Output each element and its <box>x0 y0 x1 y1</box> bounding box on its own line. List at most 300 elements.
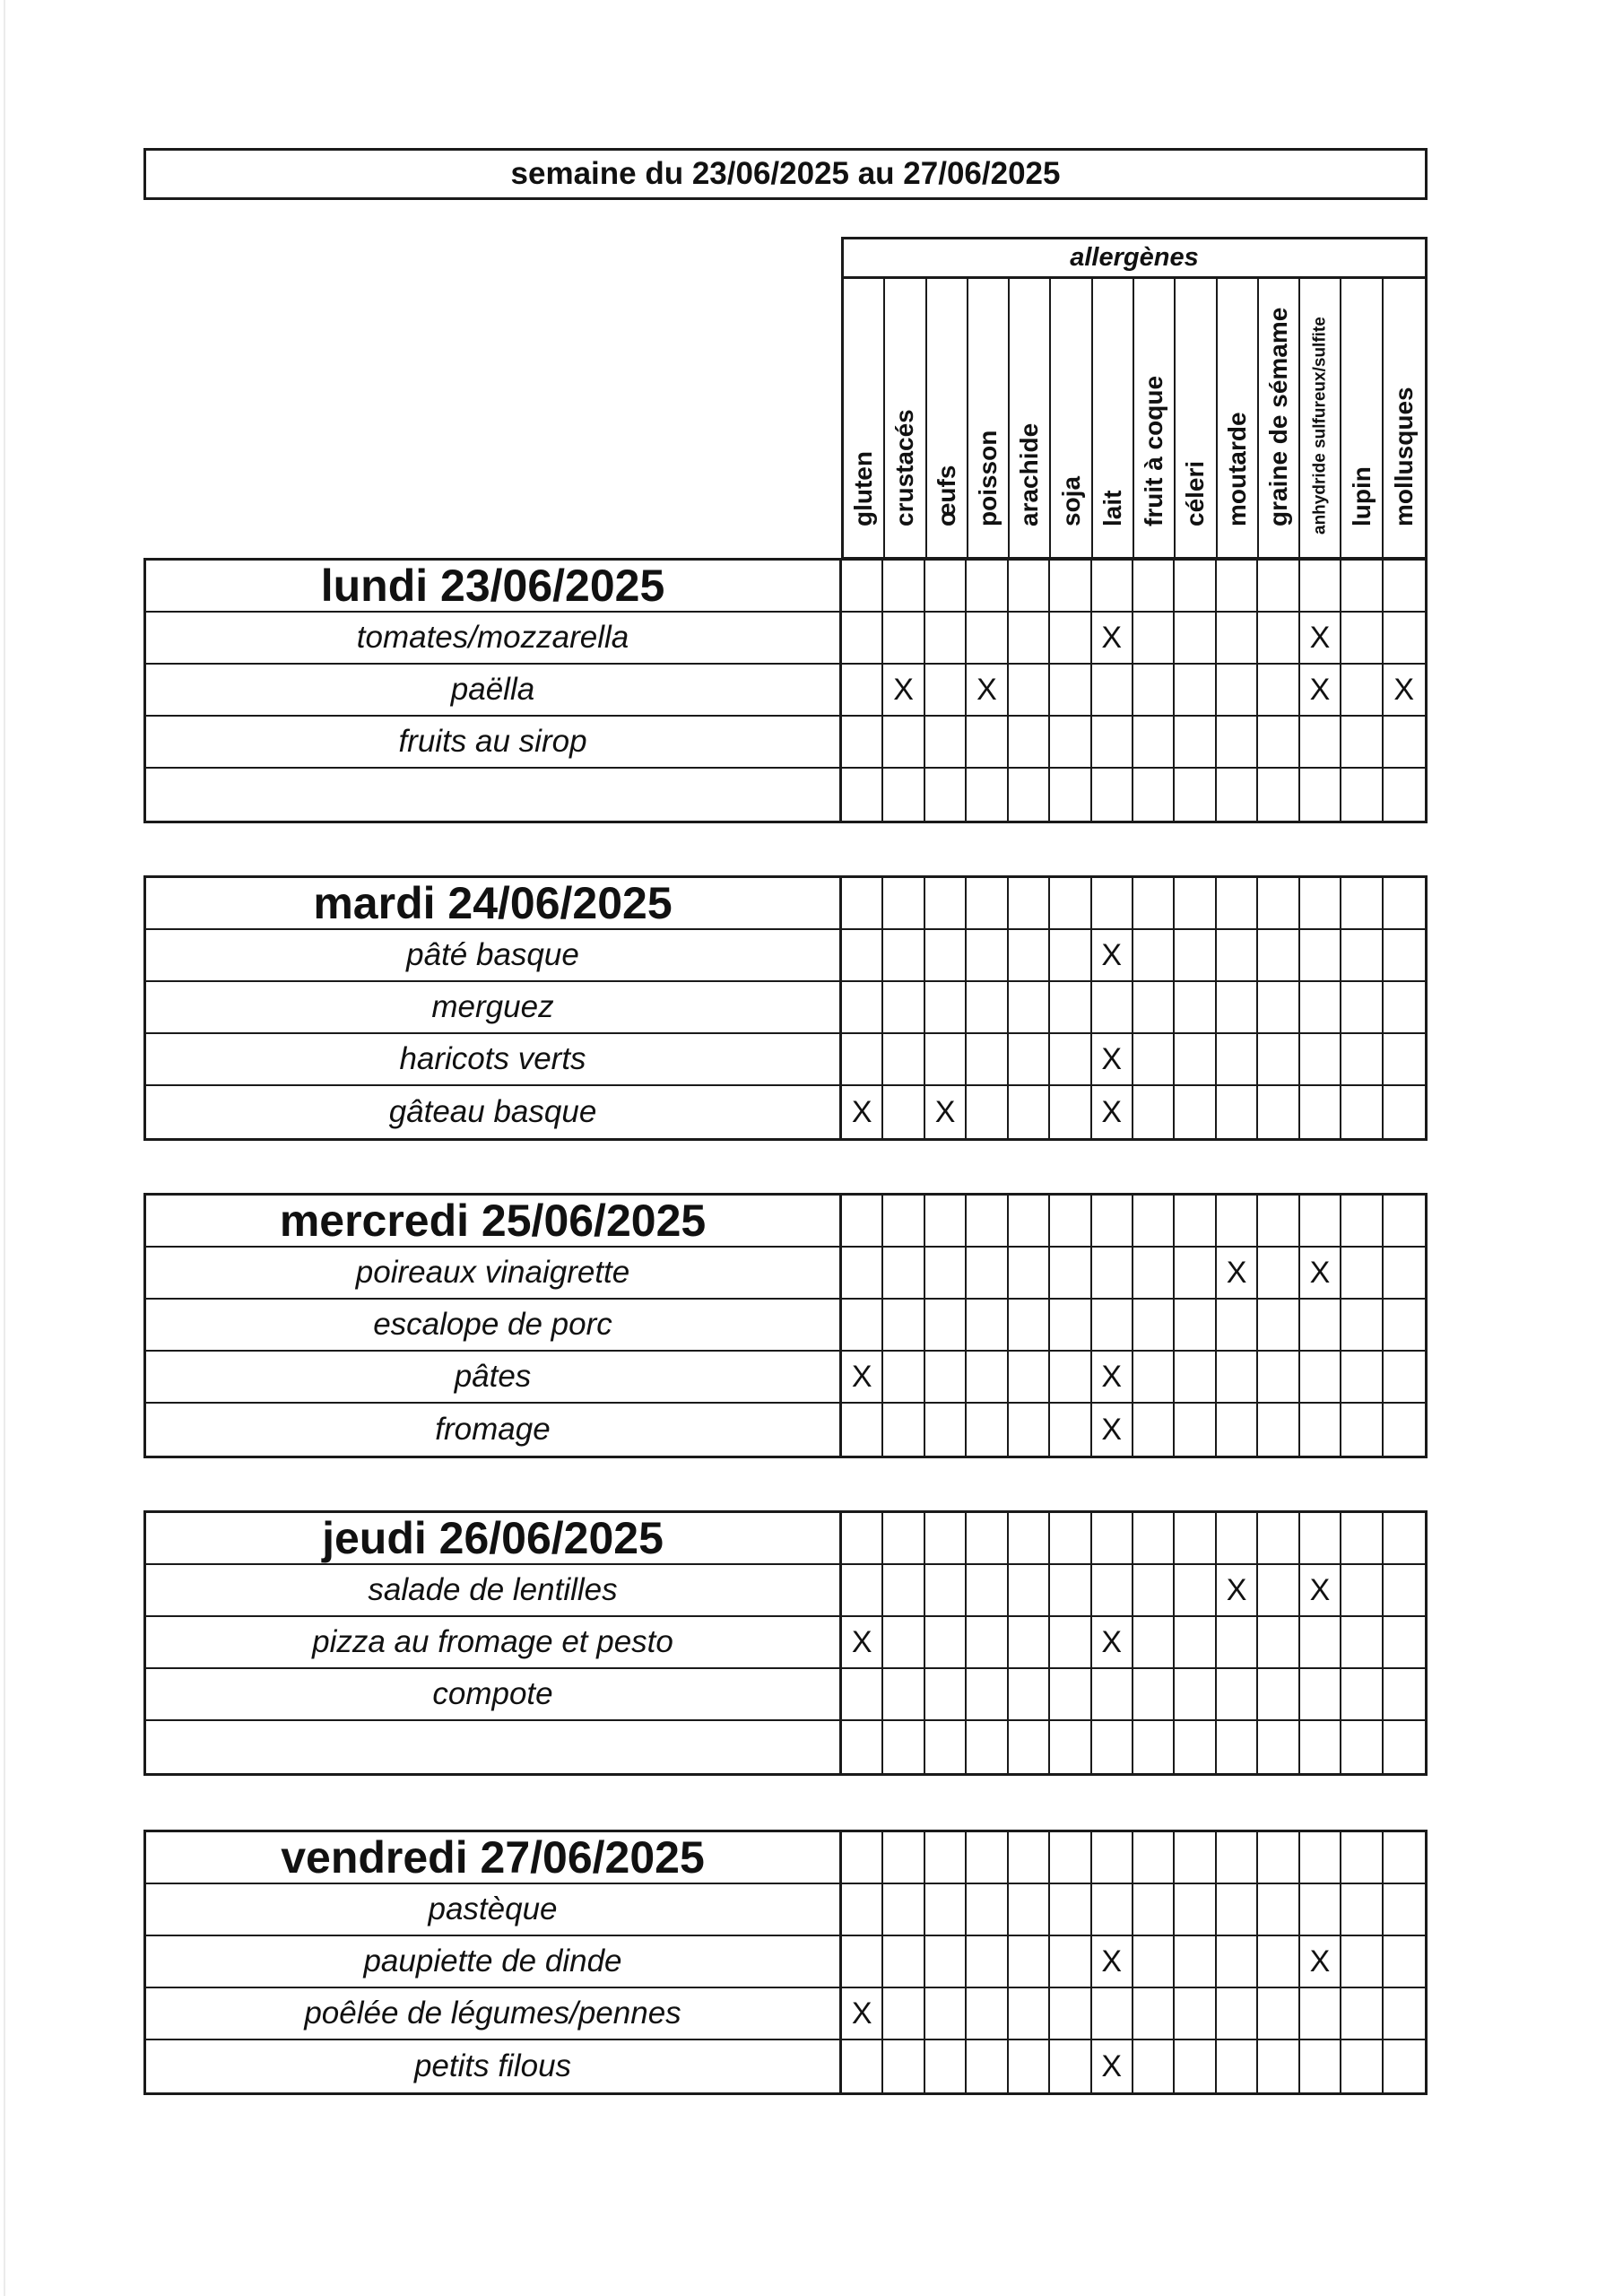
allergen-cell <box>1258 878 1299 928</box>
allergen-mark: X <box>967 665 1008 715</box>
allergen-cells <box>842 769 1425 821</box>
menu-item-row <box>146 1669 1425 1721</box>
allergen-cell <box>1217 982 1258 1032</box>
day-block <box>143 875 1428 1141</box>
allergen-cell <box>1217 1721 1258 1773</box>
allergen-cell <box>1050 769 1091 821</box>
menu-item-name: escalope de porc <box>146 1300 842 1350</box>
allergen-cell <box>1133 1721 1175 1773</box>
allergen-cell <box>1258 1034 1299 1084</box>
allergen-cell <box>1009 561 1050 611</box>
allergen-cell <box>925 1669 967 1719</box>
allergen-cell <box>1009 1669 1050 1719</box>
allergen-cell <box>1300 1513 1341 1563</box>
allergen-cell <box>967 717 1008 767</box>
allergen-cell <box>1092 1196 1133 1246</box>
allergen-cell <box>1092 665 1133 715</box>
allergen-cell <box>1175 561 1216 611</box>
menu-item-row <box>146 1565 1425 1617</box>
allergen-cell <box>1258 1936 1299 1987</box>
allergen-cell <box>1217 769 1258 821</box>
allergen-cell <box>1384 769 1425 821</box>
allergen-header <box>841 237 1428 560</box>
allergen-cell <box>842 1565 883 1615</box>
allergen-label: gluten <box>849 451 878 526</box>
allergen-cells <box>842 1513 1425 1563</box>
allergen-cell <box>1092 1248 1133 1298</box>
allergen-cell <box>967 1513 1008 1563</box>
allergen-cell <box>1050 1669 1091 1719</box>
allergen-cell <box>1384 2040 1425 2092</box>
allergen-mark: X <box>1393 672 1415 707</box>
menu-item-name: fruits au sirop <box>146 717 842 767</box>
allergen-cell <box>1384 1617 1425 1667</box>
menu-item-row <box>146 982 1425 1034</box>
allergen-cell <box>1217 613 1258 663</box>
menu-item-name: fromage <box>146 1404 842 1456</box>
allergen-cell <box>1341 982 1383 1032</box>
allergen-cell <box>842 1721 883 1773</box>
allergen-cell <box>1300 1086 1341 1138</box>
allergen-cell <box>1092 1721 1133 1773</box>
allergen-mark: X <box>883 665 924 715</box>
day-title: jeudi 26/06/2025 <box>146 1513 842 1563</box>
allergen-cell <box>1050 1832 1091 1883</box>
allergen-cell <box>1258 1884 1299 1935</box>
allergen-cell <box>1341 665 1383 715</box>
allergen-cell <box>1050 1988 1091 2039</box>
allergen-cell <box>967 1248 1008 1298</box>
allergen-cell <box>1133 1936 1175 1987</box>
allergen-cell <box>1217 717 1258 767</box>
allergen-cell <box>1092 1669 1133 1719</box>
allergen-column-header <box>1384 279 1425 557</box>
allergen-cell <box>1217 665 1258 715</box>
allergen-cell <box>1050 1565 1091 1615</box>
allergen-mark: X <box>1217 1565 1258 1615</box>
allergen-cell <box>925 930 967 980</box>
allergen-cell <box>1258 1669 1299 1719</box>
allergen-cell <box>883 717 924 767</box>
allergen-cell <box>1300 1884 1341 1935</box>
allergen-cell <box>1258 1352 1299 1402</box>
allergen-cell <box>842 1196 883 1246</box>
allergen-cell <box>1341 1513 1383 1563</box>
allergen-cell <box>1341 1352 1383 1402</box>
allergen-cell <box>1050 1196 1091 1246</box>
allergen-columns <box>844 279 1425 557</box>
allergen-cell <box>967 1565 1008 1615</box>
allergen-cell <box>1050 665 1091 715</box>
allergen-cell <box>1384 878 1425 928</box>
allergen-cell <box>842 982 883 1032</box>
allergen-mark: X <box>842 1988 883 2039</box>
allergen-cell <box>1175 1352 1216 1402</box>
allergen-cell <box>1050 1300 1091 1350</box>
allergen-cell <box>1217 1513 1258 1563</box>
day-title: lundi 23/06/2025 <box>146 561 842 611</box>
allergen-cell <box>1300 769 1341 821</box>
allergen-cells <box>842 1936 1425 1987</box>
allergen-cell <box>1175 1086 1216 1138</box>
allergen-cell <box>1050 930 1091 980</box>
allergen-mark: X <box>842 1352 883 1402</box>
allergen-cell <box>1341 1721 1383 1773</box>
allergen-cell <box>1133 1832 1175 1883</box>
allergen-cell <box>883 1352 924 1402</box>
allergen-cell <box>1133 1617 1175 1667</box>
allergen-cell <box>883 878 924 928</box>
day-block <box>143 1193 1428 1458</box>
allergen-cell <box>1175 769 1216 821</box>
allergen-cell <box>1133 930 1175 980</box>
menu-item-name <box>146 769 842 821</box>
allergen-cell <box>1341 1086 1383 1138</box>
allergen-cell <box>1258 561 1299 611</box>
allergen-label: crustacés <box>890 409 919 526</box>
allergen-cell <box>1092 1884 1133 1935</box>
allergen-cell <box>1050 1404 1091 1456</box>
allergen-cell <box>967 1669 1008 1719</box>
allergen-cell <box>1175 1721 1216 1773</box>
allergen-cell <box>1258 1721 1299 1773</box>
allergen-cell <box>925 613 967 663</box>
allergen-cell <box>842 930 883 980</box>
allergen-cell <box>925 1248 967 1298</box>
allergen-cell <box>1175 1565 1216 1615</box>
allergen-cell <box>967 613 1008 663</box>
allergen-column-header <box>1134 279 1176 557</box>
allergen-cell <box>842 769 883 821</box>
allergen-cells <box>842 1196 1425 1246</box>
allergen-cell <box>1009 1936 1050 1987</box>
allergen-mark: X <box>1300 1248 1341 1298</box>
allergen-cell <box>1217 1832 1258 1883</box>
day-header-row <box>146 1832 1425 1884</box>
allergen-cell <box>1258 769 1299 821</box>
menu-item-row <box>146 1248 1425 1300</box>
allergen-mark: X <box>1092 1034 1133 1084</box>
allergen-cell <box>1009 1248 1050 1298</box>
allergen-cell <box>1341 1565 1383 1615</box>
allergen-cell <box>1384 1034 1425 1084</box>
allergen-cell <box>1258 717 1299 767</box>
day-header-row <box>146 561 1425 613</box>
allergen-mark: X <box>1300 1936 1341 1987</box>
allergen-cell <box>1175 1936 1216 1987</box>
allergen-cell <box>1133 1300 1175 1350</box>
allergen-cell <box>883 1086 924 1138</box>
allergen-label: moutarde <box>1222 412 1251 526</box>
day-block <box>143 1830 1428 2095</box>
allergen-column-header <box>1218 279 1259 557</box>
allergen-cell <box>1217 1936 1258 1987</box>
allergen-label: poisson <box>973 430 1002 526</box>
allergen-mark: X <box>842 1617 883 1667</box>
allergen-cell <box>842 2040 883 2092</box>
allergen-label: céleri <box>1181 460 1210 526</box>
allergen-cell <box>925 769 967 821</box>
allergen-cell <box>1175 930 1216 980</box>
allergen-mark: X <box>1217 1248 1258 1298</box>
allergen-mark: X <box>1092 1617 1133 1667</box>
allergen-cell <box>1384 1988 1425 2039</box>
allergen-cell <box>1175 717 1216 767</box>
allergen-cell <box>925 1300 967 1350</box>
allergen-cell <box>1217 1404 1258 1456</box>
allergen-cell <box>1009 717 1050 767</box>
allergen-cell <box>1258 1196 1299 1246</box>
allergen-cell <box>1217 1086 1258 1138</box>
allergen-cells <box>842 1617 1425 1667</box>
day-header-row <box>146 1196 1425 1248</box>
allergen-cell <box>1300 1832 1341 1883</box>
allergen-cell <box>967 982 1008 1032</box>
allergen-cell <box>1009 1513 1050 1563</box>
allergen-mark: X <box>1300 1565 1341 1615</box>
allergen-cell <box>1341 769 1383 821</box>
allergen-cell <box>1341 1248 1383 1298</box>
allergen-cell <box>1133 1248 1175 1298</box>
allergen-cell <box>1258 1300 1299 1350</box>
allergen-cells <box>842 1565 1425 1615</box>
allergen-cell <box>842 1513 883 1563</box>
allergen-cell <box>1384 1884 1425 1935</box>
allergen-cell <box>1092 769 1133 821</box>
allergen-cells <box>842 982 1425 1032</box>
allergen-cell <box>1217 2040 1258 2092</box>
allergen-column-header <box>885 279 926 557</box>
allergen-cell <box>1133 1669 1175 1719</box>
allergen-cell <box>883 1617 924 1667</box>
allergen-cell <box>1009 1617 1050 1667</box>
allergen-cell <box>1050 717 1091 767</box>
allergen-cell <box>1009 1832 1050 1883</box>
allergen-cell <box>883 769 924 821</box>
allergen-cell <box>1009 2040 1050 2092</box>
menu-item-row <box>146 1086 1425 1138</box>
allergen-cell <box>1092 1565 1133 1615</box>
allergen-cell <box>967 769 1008 821</box>
menu-item-name: poêlée de légumes/pennes <box>146 1988 842 2039</box>
allergen-cell <box>967 2040 1008 2092</box>
allergen-cells <box>842 1404 1425 1456</box>
allergen-cell <box>1384 930 1425 980</box>
allergen-cell <box>1133 1086 1175 1138</box>
allergen-cell <box>1300 1196 1341 1246</box>
allergen-cell <box>1009 665 1050 715</box>
allergen-cell <box>883 1404 924 1456</box>
allergen-cell <box>925 1617 967 1667</box>
allergen-cell <box>1133 1404 1175 1456</box>
menu-item-name: pastèque <box>146 1884 842 1935</box>
allergen-cell <box>883 561 924 611</box>
allergen-cell <box>1341 1034 1383 1084</box>
allergen-cell <box>883 1034 924 1084</box>
allergen-cell <box>1133 769 1175 821</box>
allergen-cell <box>925 1034 967 1084</box>
day-header-row <box>146 878 1425 930</box>
allergen-cell <box>1341 613 1383 663</box>
allergen-cell <box>1341 1988 1383 2039</box>
allergen-cell <box>1133 1196 1175 1246</box>
allergen-cell <box>1050 1248 1091 1298</box>
allergen-cell <box>883 1513 924 1563</box>
allergen-cell <box>1217 1988 1258 2039</box>
allergen-cell <box>1175 2040 1216 2092</box>
allergen-cell <box>1092 1988 1133 2039</box>
allergen-cell <box>1175 1196 1216 1246</box>
allergen-cell <box>1384 1832 1425 1883</box>
allergen-cell <box>925 1352 967 1402</box>
allergen-cell <box>1133 982 1175 1032</box>
allergen-cell <box>1258 1404 1299 1456</box>
allergen-cell <box>1175 1669 1216 1719</box>
allergen-cell <box>1050 1352 1091 1402</box>
allergen-cell <box>1175 1300 1216 1350</box>
allergen-cell <box>883 1936 924 1987</box>
allergen-cell <box>1050 561 1091 611</box>
menu-item-name: gâteau basque <box>146 1086 842 1138</box>
allergen-cell <box>967 1617 1008 1667</box>
allergen-column-header <box>1010 279 1051 557</box>
allergen-cell <box>925 1832 967 1883</box>
allergen-cell <box>967 1721 1008 1773</box>
allergen-cell <box>1217 1034 1258 1084</box>
allergen-cell <box>1175 982 1216 1032</box>
allergen-cells <box>842 613 1425 663</box>
menu-item-name: compote <box>146 1669 842 1719</box>
allergen-cell <box>967 1086 1008 1138</box>
allergen-cell <box>883 982 924 1032</box>
allergen-cell <box>1384 1248 1425 1298</box>
allergen-column-header <box>968 279 1010 557</box>
allergen-cell <box>1217 878 1258 928</box>
allergen-cell <box>1300 1721 1341 1773</box>
allergen-label: anhydride sulfureux/sulfite <box>1310 317 1330 535</box>
allergen-label: lait <box>1098 490 1126 526</box>
menu-item-name: pizza au fromage et pesto <box>146 1617 842 1667</box>
allergen-cell <box>1133 1034 1175 1084</box>
allergen-mark: X <box>1092 613 1133 663</box>
allergen-cell <box>1300 1988 1341 2039</box>
allergen-cell <box>1092 878 1133 928</box>
allergen-cell <box>883 613 924 663</box>
allergen-cell <box>1133 717 1175 767</box>
allergen-cell <box>842 665 883 715</box>
menu-item-row <box>146 613 1425 665</box>
allergen-cell <box>883 1248 924 1298</box>
allergen-cells <box>842 561 1425 611</box>
allergen-cell <box>925 1196 967 1246</box>
allergen-cell <box>1217 1300 1258 1350</box>
allergen-cell <box>1009 613 1050 663</box>
allergen-cell <box>1300 1352 1341 1402</box>
allergen-column-header <box>927 279 968 557</box>
allergen-cell <box>967 1034 1008 1084</box>
allergen-cell <box>1300 1617 1341 1667</box>
allergen-cells <box>842 1352 1425 1402</box>
allergen-cell <box>1300 1034 1341 1084</box>
allergen-label: mollusques <box>1389 387 1418 526</box>
allergen-cell <box>1009 930 1050 980</box>
allergen-cell <box>1384 1669 1425 1719</box>
allergen-cell <box>1384 1086 1425 1138</box>
allergen-cell <box>1009 1352 1050 1402</box>
allergen-cell <box>1050 1721 1091 1773</box>
allergen-cell <box>1009 1404 1050 1456</box>
allergen-cell <box>1384 982 1425 1032</box>
allergen-cell <box>1258 1832 1299 1883</box>
allergen-cell <box>883 1988 924 2039</box>
allergen-cell <box>1050 1513 1091 1563</box>
allergen-cell <box>925 665 967 715</box>
allergen-cell <box>967 1352 1008 1402</box>
allergen-cell <box>925 1721 967 1773</box>
allergen-cell <box>967 1196 1008 1246</box>
allergen-cell <box>1300 1669 1341 1719</box>
allergen-cell <box>883 1832 924 1883</box>
allergen-cell <box>1258 1513 1299 1563</box>
allergen-cell <box>1217 930 1258 980</box>
allergen-cell <box>1175 1404 1216 1456</box>
allergen-cell <box>1092 1300 1133 1350</box>
allergen-cell <box>1009 1086 1050 1138</box>
allergen-cells <box>842 930 1425 980</box>
allergen-cell <box>1133 1565 1175 1615</box>
menu-item-name: petits filous <box>146 2040 842 2092</box>
allergen-cell <box>883 1721 924 1773</box>
allergen-cell <box>1009 1300 1050 1350</box>
allergen-cell <box>1050 1936 1091 1987</box>
allergen-mark: X <box>1092 1936 1133 1987</box>
allergen-cell <box>967 1884 1008 1935</box>
allergen-cell <box>883 1565 924 1615</box>
allergen-cell <box>1384 1513 1425 1563</box>
allergen-cell <box>1175 1248 1216 1298</box>
allergen-cells <box>842 1721 1425 1773</box>
allergen-header-title: allergènes <box>844 239 1425 279</box>
allergen-cell <box>1384 1565 1425 1615</box>
allergen-cell <box>1175 1832 1216 1883</box>
allergen-cell <box>925 561 967 611</box>
allergen-mark: X <box>1092 1404 1133 1456</box>
menu-item-name: poireaux vinaigrette <box>146 1248 842 1298</box>
menu-item-row <box>146 1884 1425 1936</box>
allergen-cell <box>967 561 1008 611</box>
allergen-cell <box>1258 665 1299 715</box>
allergen-cell <box>1133 1884 1175 1935</box>
allergen-cell <box>842 717 883 767</box>
allergen-cell <box>1133 2040 1175 2092</box>
allergen-column-header <box>1093 279 1134 557</box>
menu-item-name: haricots verts <box>146 1034 842 1084</box>
allergen-cell <box>1384 1196 1425 1246</box>
allergen-cell <box>1217 1196 1258 1246</box>
allergen-cell <box>842 878 883 928</box>
allergen-cell <box>967 1936 1008 1987</box>
allergen-cell <box>1341 717 1383 767</box>
allergen-cell <box>1175 1513 1216 1563</box>
allergen-cell <box>1300 1300 1341 1350</box>
allergen-cell <box>1341 1617 1383 1667</box>
menu-item-row <box>146 665 1425 717</box>
allergen-label: fruit à coque <box>1140 375 1168 526</box>
allergen-column-header <box>1259 279 1300 557</box>
allergen-cell <box>1050 1034 1091 1084</box>
allergen-cell <box>1092 717 1133 767</box>
menu-item-row <box>146 769 1425 821</box>
